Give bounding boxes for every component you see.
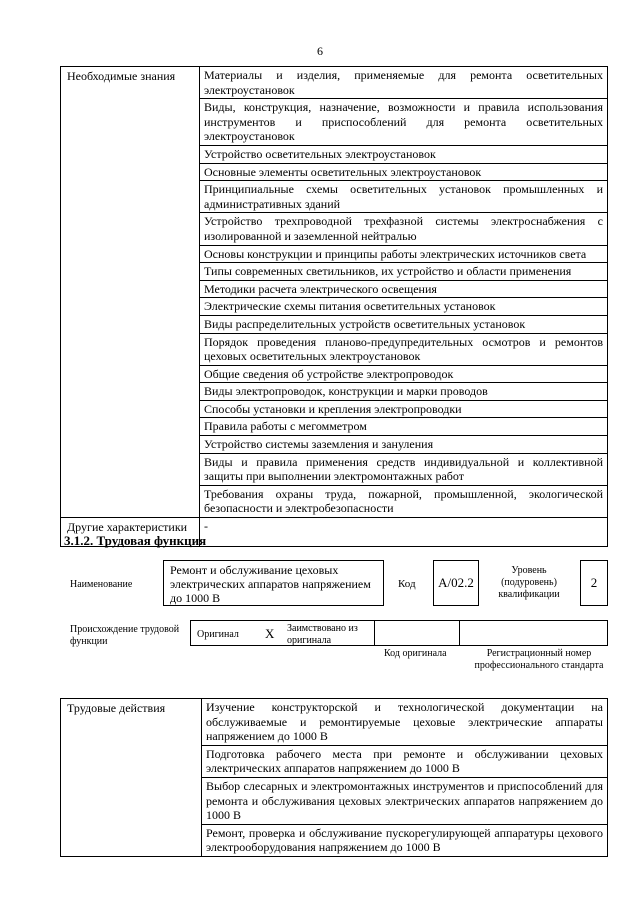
level-label: Уровень (подуровень) квалификации (498, 565, 560, 600)
knowledge-item: Основные элементы осветительных электроустановок (200, 163, 608, 181)
knowledge-item: Виды распределительных устройств осветительных установок (200, 315, 608, 333)
qualification-level: 2 (580, 560, 608, 606)
registration-caption: Регистрационный номер профессионального стандарта (474, 648, 604, 671)
knowledge-item: Методики расчета электрического освещения (200, 280, 608, 298)
origin-label: Происхождение трудовой функции (70, 624, 180, 647)
knowledge-item: Способы установки и крепления электропроводки (200, 400, 608, 418)
knowledge-label: Необходимые знания (61, 67, 200, 518)
function-name: Ремонт и обслуживание цеховых электрических аппаратов напряжением до 1000 В (163, 560, 384, 606)
knowledge-item: Виды электропроводок, конструкции и марки проводов (200, 383, 608, 401)
action-item: Выбор слесарных и электромонтажных инструментов и приспособлений для ремонта и обслуживания цеховых электрических аппаратов напряжением до 1000 В (202, 777, 608, 824)
divider (459, 621, 460, 645)
knowledge-item: Общие сведения об устройстве электропроводок (200, 365, 608, 383)
knowledge-item: Виды, конструкция, назначение, возможности и правила использования инструментов и приспособлений для ремонта осветительных электроустановок (200, 99, 608, 146)
borrowed-label: Заимствовано из оригинала (287, 623, 358, 646)
section-title: 3.1.2. Трудовая функция (64, 533, 207, 548)
origin-box (190, 620, 608, 646)
knowledge-item: Типы современных светильников, их устройство и области применения (200, 263, 608, 281)
knowledge-item: Виды и правила применения средств индивидуальной и коллективной защиты при выполнении электромонтажных работ (200, 453, 608, 485)
page-number: 6 (317, 44, 323, 58)
knowledge-item: Устройство осветительных электроустановок (200, 145, 608, 163)
function-code: A/02.2 (433, 560, 479, 606)
actions-table (60, 698, 608, 857)
code-caption: Код оригинала (384, 648, 447, 659)
divider (374, 621, 375, 645)
knowledge-item: Устройство системы заземления и зануления (200, 436, 608, 454)
action-item: Изучение конструкторской и технологической документации на обслуживаемые и ремонтируемые цеховые электрические аппараты напряжением до 1000 В (202, 699, 608, 746)
code-label: Код (398, 578, 416, 590)
knowledge-item: Требования охраны труда, пожарной, промышленной, экологической безопасности и электробезопасности (200, 485, 608, 517)
knowledge-item: Порядок проведения планово-предупредительных осмотров и ремонтов цеховых осветительных электроустановок (200, 333, 608, 365)
knowledge-table (60, 66, 608, 547)
original-mark: X (265, 626, 275, 641)
other-value: - (200, 518, 608, 547)
knowledge-item: Принципиальные схемы осветительных установок промышленных и административных зданий (200, 181, 608, 213)
knowledge-item: Правила работы с мегомметром (200, 418, 608, 436)
knowledge-item: Материалы и изделия, применяемые для ремонта осветительных электроустановок (200, 67, 608, 99)
other-label: Другие характеристики (61, 518, 200, 547)
knowledge-item: Электрические схемы питания осветительных установок (200, 298, 608, 316)
action-item: Ремонт, проверка и обслуживание пускорегулирующей аппаратуры цехового электрооборудования напряжением до 1000 В (202, 824, 608, 856)
action-item: Подготовка рабочего места при ремонте и обслуживании цеховых электрических аппаратов напряжением до 1000 В (202, 745, 608, 777)
actions-label: Трудовые действия (61, 699, 202, 857)
knowledge-item: Основы конструкции и принципы работы электрических источников света (200, 245, 608, 263)
knowledge-item: Устройство трехпроводной трехфазной системы электроснабжения с изолированной и заземленной нейтралью (200, 213, 608, 245)
original-label: Оригинал (197, 629, 239, 640)
name-label: Наименование (70, 579, 133, 590)
